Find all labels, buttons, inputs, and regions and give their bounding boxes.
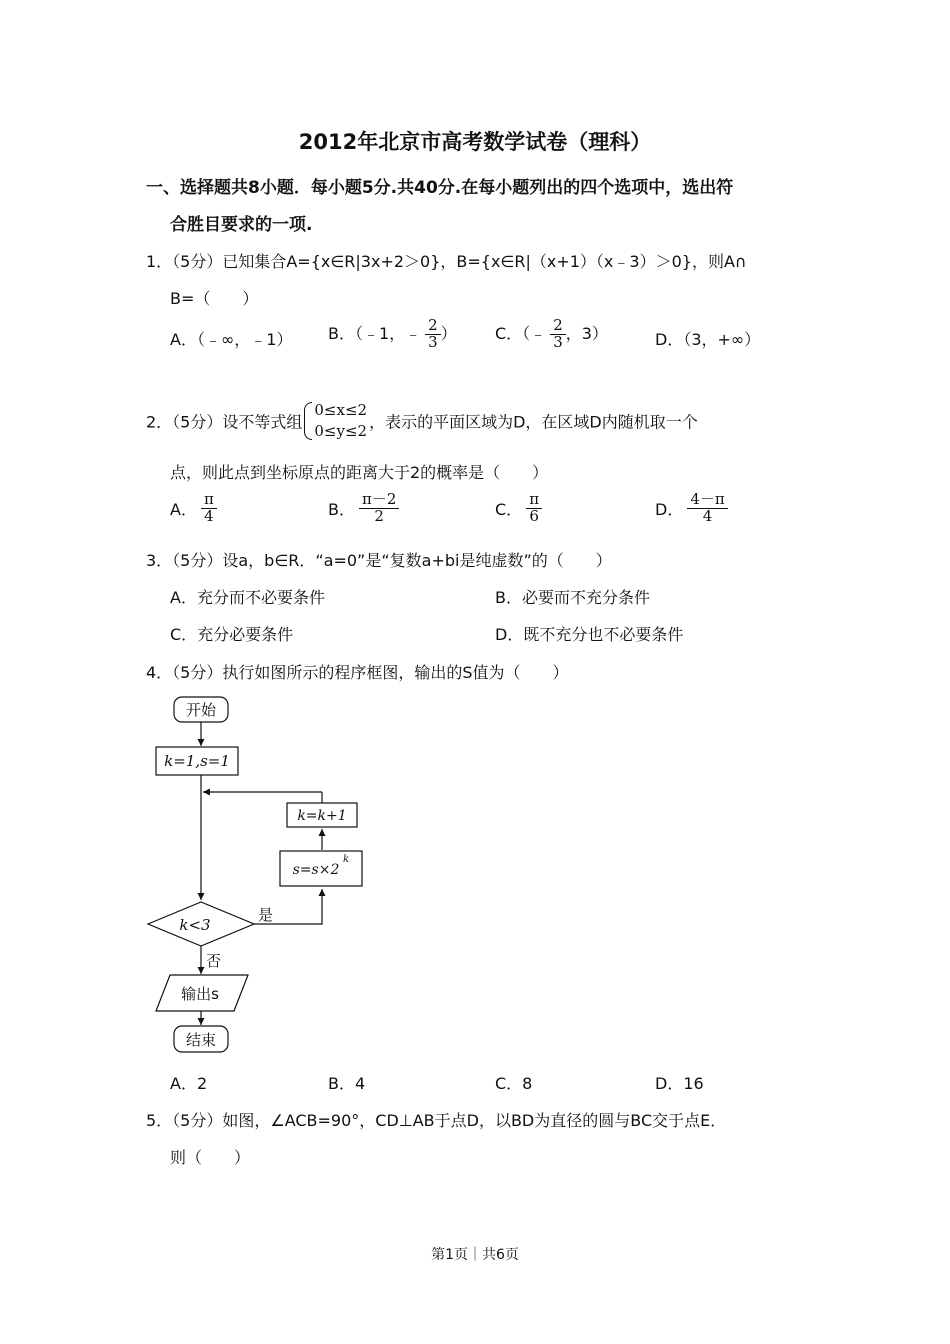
q4-stem: 4．（5分）执行如图所示的程序框图，输出的S值为（ ）	[146, 663, 569, 682]
q5-stem: 5．（5分）如图，∠ACB=90°，CD⊥AB于点D，以BD为直径的圆与BC交于点E．	[146, 1111, 727, 1130]
q2-stem-cont: 点，则此点到坐标原点的距离大于2的概率是（ ）	[170, 463, 549, 482]
q2-stem: 2．（5分）设不等式组 0≤x≤2 0≤y≤2 ，表示的平面区域为D，在区域D内随机取一个	[146, 401, 698, 440]
flow-inc-label: k=k+1	[297, 808, 347, 824]
flow-init-label: k=1,s=1	[164, 752, 230, 770]
page-footer: 第1页｜共6页	[431, 1247, 519, 1263]
inequality-system: 0≤x≤2 0≤y≤2	[304, 400, 367, 442]
section-heading: 一、选择题共8小题．每小题5分.共40分.在每小题列出的四个选项中，选出符	[146, 178, 734, 198]
q4-option-d: D．16	[655, 1074, 704, 1093]
q3-stem: 3．（5分）设a，b∈R．“a=0”是“复数a+bi是纯虚数”的（ ）	[146, 551, 612, 570]
q4-option-b: B．4	[328, 1074, 366, 1093]
flow-cond-label: k<3	[179, 916, 211, 934]
q2-option-a: A． $\frac{\pi}{4}$	[170, 492, 217, 525]
q1-option-b: B．（﹣1，﹣ $\frac{2}{3}$ ）	[328, 316, 457, 351]
flow-start-label: 开始	[185, 701, 217, 719]
q4-option-c: C．8	[495, 1074, 533, 1093]
q1-stem-cont: B=（ ）	[170, 289, 259, 308]
flow-no-label: 否	[206, 952, 222, 970]
flow-end-label: 结束	[185, 1031, 217, 1049]
q1-option-a: A．（﹣∞，﹣1）	[170, 330, 293, 349]
q4-option-a: A．2	[170, 1074, 208, 1093]
flow-update-exponent: k	[343, 854, 350, 865]
flowchart	[140, 690, 380, 1060]
section-heading-cont: 合胜目要求的一项.	[170, 215, 313, 235]
q1-stem: 1．（5分）已知集合A={x∈R|3x+2＞0}，B={x∈R|（x+1）（x﹣3）＞0}，则A∩	[146, 252, 747, 271]
q3-option-b: B．必要而不充分条件	[495, 588, 650, 607]
q2-option-b: B． $\frac{\pi-2}{2}$	[328, 492, 399, 525]
q3-option-d: D．既不充分也不必要条件	[495, 625, 684, 644]
flow-output-label: 输出s	[181, 985, 219, 1003]
q3-option-c: C．充分必要条件	[170, 625, 294, 644]
flow-update-label: s=s×2	[292, 862, 340, 878]
q1-option-c: C．（﹣ $\frac{2}{3}$ ，3）	[495, 316, 608, 351]
q3-option-a: A．充分而不必要条件	[170, 588, 325, 607]
flow-yes-label: 是	[258, 906, 274, 924]
q2-option-d: D． $\frac{4-\pi}{4}$	[655, 492, 728, 525]
page-title: 2012年北京市高考数学试卷（理科）	[298, 130, 652, 154]
q1-option-d: D．（3，+∞）	[655, 330, 761, 349]
q5-stem-cont: 则（ ）	[170, 1148, 251, 1167]
q2-option-c: C． $\frac{\pi}{6}$	[495, 492, 542, 525]
